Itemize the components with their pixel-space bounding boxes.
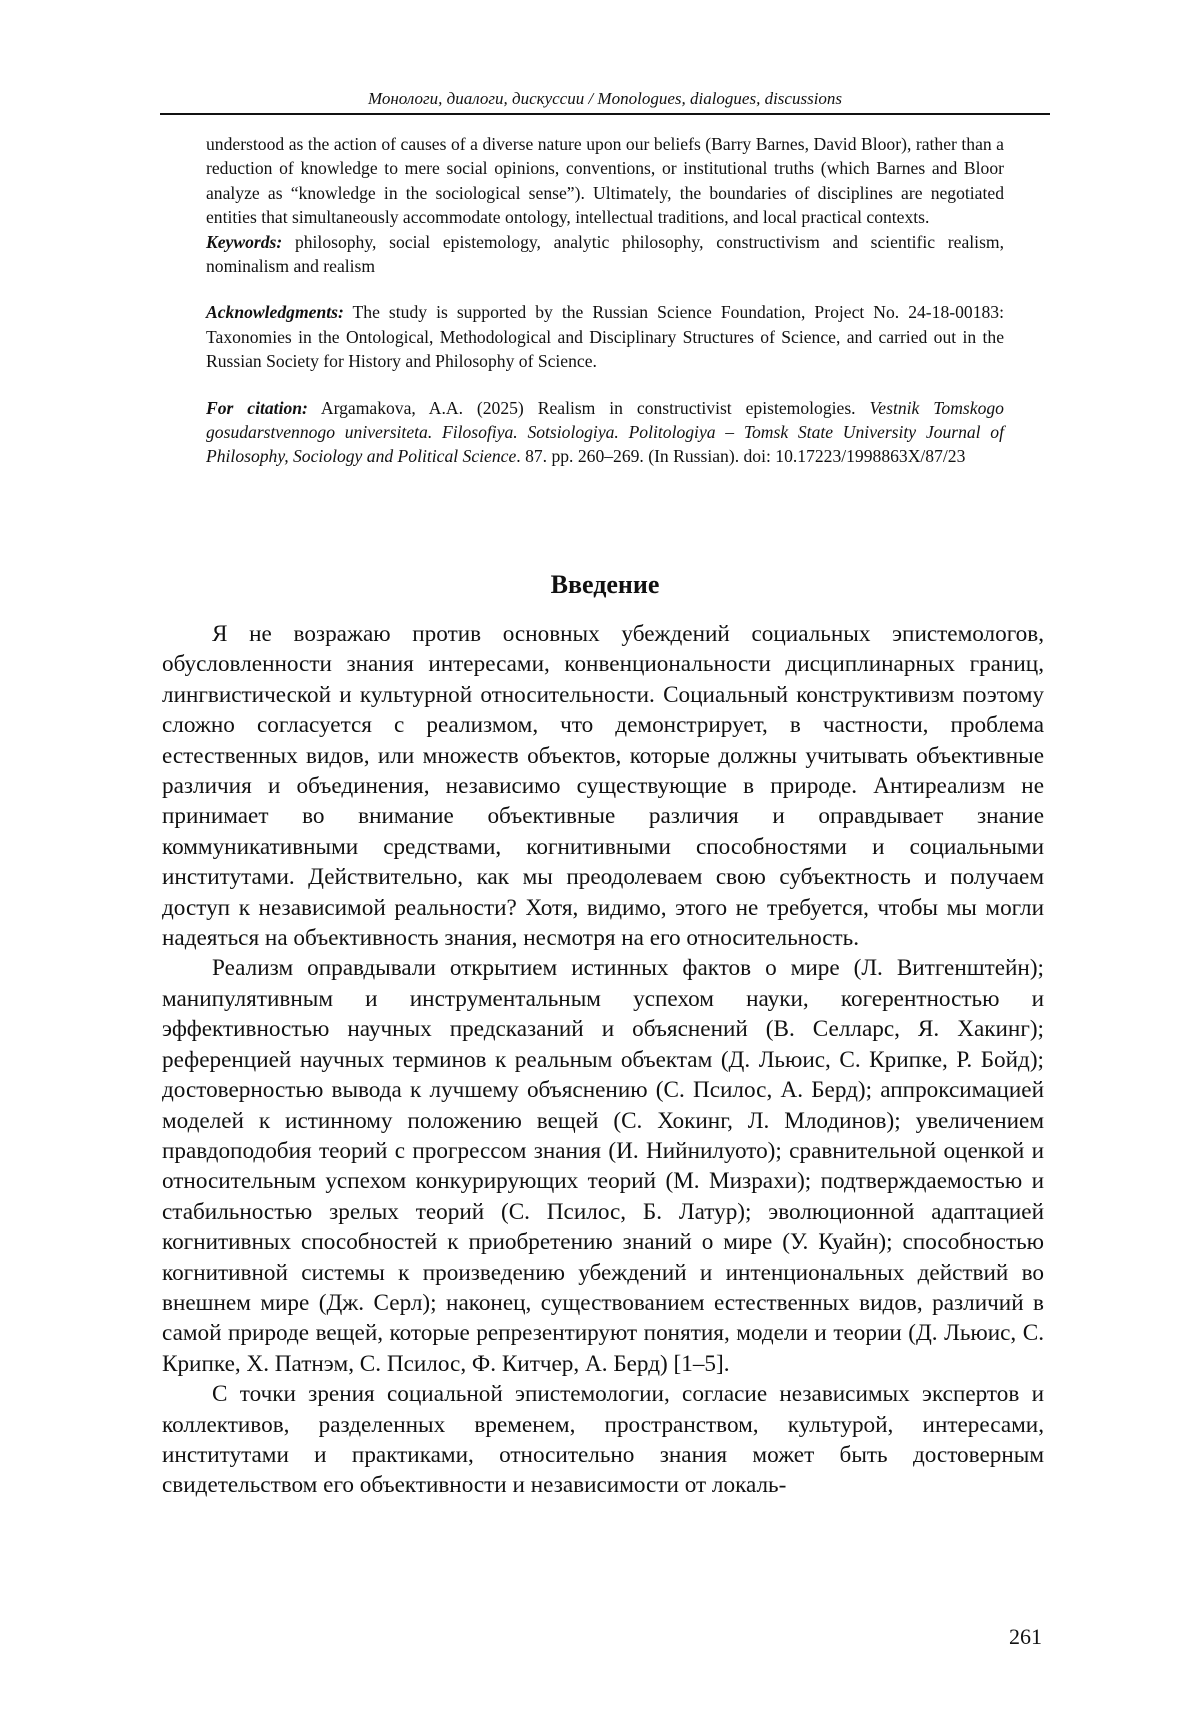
abstract-continuation: understood as the action of causes of a diverse nature upon our beliefs (Barry Barnes, David Bloor), rather than a reduction of knowledge to mere social opinions, conventions, or institutional truths (which Barnes and Bloor analyze as “knowledge in the sociological sense”). Ultimately, the boundaries of disciplines are negotiated entities that simultaneously accommodate ontology, intellectual traditions, and local practical contexts. <box>206 134 1004 228</box>
citation-journal: Vestnik Tomskogo gosudarstvennogo universiteta. Filosofiya. Sotsiologiya. Politologiya – Tomsk State University Journal of Philosophy, Sociology and Political Science <box>206 397 1004 467</box>
paragraph: С точки зрения социальной эпистемологии, согласие независимых экспертов и коллективов, разделенных временем, пространством, культурой, интересами, институтами и практиками, относительно знания может быть достоверным свидетельством его объективности и независимости от локаль- <box>162 1381 1044 1499</box>
keywords-label: Keywords: <box>206 231 283 252</box>
section-title: Введение <box>550 570 660 599</box>
acknowledgments-text: The study is supported by the Russian Science Foundation, Project No. 24-18-00183: Taxonomies in the Ontological, Methodological and Disciplinary Structures of Science, and carried out in the Russian Society for History and Philosophy of Science. <box>206 302 1004 372</box>
citation-label: For citation: <box>206 397 308 418</box>
page-number: 261 <box>1009 1624 1042 1649</box>
paragraph: Я не возражаю против основных убеждений социальных эпистемологов, обусловленности знания интересами, конвенциональности дисциплинарных границ, лингвистической и культурной относительности. Социальный конструктивизм поэтому сложно согласуется с реализмом, что демонстрирует, в частности, проблема естественных видов, или множеств объектов, которые должны учитывать объективные различия и объединения, независимо существующие в природе. Антиреализм не принимает во внимание объективные различия и оправдывает знание коммуникативными средствами, когнитивными способностями и социальными институтами. Действительно, как мы преодолеваем свою субъектность и получаем доступ к независимой реальности? Хотя, видимо, этого не требуется, чтобы мы могли надеяться на объективность знания, несмотря на его относительность. <box>162 621 1044 952</box>
citation-pre: Argamakova, A.A. (2025) Realism in constructivist epistemologies. <box>320 397 856 418</box>
paragraph: Реализм оправдывали открытием истинных фактов о мире (Л. Витгенштейн); манипулятивным и инструментальным успехом науки, когерентностью и эффективностью научных предсказаний и объяснений (В. Селларс, Я. Хакинг); референцией научных терминов к реальным объектам (Д. Льюис, С. Крипке, Р. Бойд); достоверностью вывода к лучшему объяснению (С. Псилос, А. Берд); аппроксимацией моделей к истинному положению вещей (С. Хокинг, Л. Млодинов); увеличением правдоподобия теорий с прогрессом знания (И. Нийнилуото); сравнительной оценкой и относительным успехом конкурирующих теорий (М. Мизрахи); подтверждаемостью и стабильностью зрелых теорий (С. Псилос, Б. Латур); эволюционной адаптацией когнитивных способностей к приобретению знаний о мире (У. Куайн); способностью когнитивной системы к произведению убеждений и интенциональных действий во внешнем мире (Дж. Серл); наконец, существованием естественных видов, различий в самой природе вещей, которые репрезентируют понятия, модели и теории (Д. Льюис, С. Крипке, Х. Патнэм, С. Псилос, Ф. Китчер, А. Берд) [1–5]. <box>162 955 1044 1377</box>
header-rule <box>160 113 1050 115</box>
acknowledgments-label: Acknowledgments: <box>206 302 344 323</box>
acknowledgments <box>206 300 1004 373</box>
abstract-block <box>206 132 1004 469</box>
running-head: Монологи, диалоги, дискуссии / Monologues, dialogues, discussions <box>367 89 843 108</box>
keywords-text: philosophy, social epistemology, analytic philosophy, constructivism and scientific realism, nominalism and realism <box>206 231 1004 277</box>
citation <box>206 396 1004 469</box>
citation-post: . 87. pp. 260–269. (In Russian). doi: 10.17223/1998863X/87/23 <box>516 446 966 467</box>
body-text <box>162 619 1044 1501</box>
keywords <box>206 230 1004 279</box>
